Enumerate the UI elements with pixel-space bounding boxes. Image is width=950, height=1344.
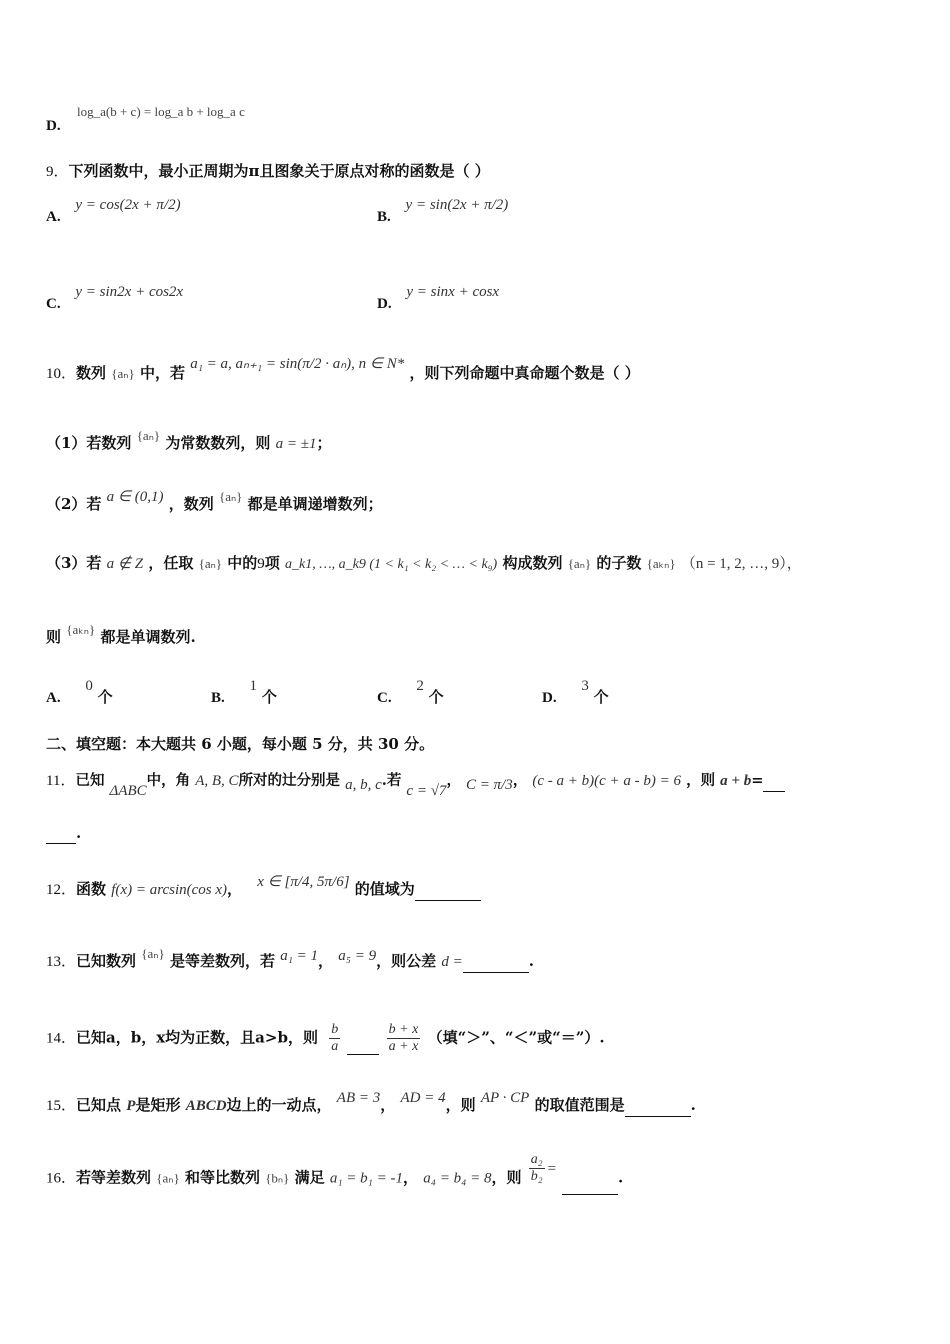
q10-statement-1: （1）若数列 {aₙ} 为常数数列，则 a = ±1； <box>46 428 332 452</box>
q9-option-a[interactable]: A. y = cos(2x + π/2) <box>46 197 181 225</box>
q14-stem: 14．已知a，b，x均为正数，且a>b，则 $\frac{b}{a}$ $\frac{b + x}{a + x}$ （填“＞”、“＜”或“＝”）. <box>46 1022 605 1054</box>
q8-d-formula: log_a(b + c) = log_a b + log_a c <box>77 104 245 119</box>
q8-d-label: D. <box>46 118 61 134</box>
q10-option-d[interactable]: D. 3 个 <box>542 678 609 706</box>
q9-stem: 9．下列函数中，最小正周期为π且图象关于原点对称的函数是（ ） <box>46 162 490 180</box>
q10-option-c[interactable]: C. 2 个 <box>377 678 444 706</box>
q10-statement-3: （3）若 a ∉ Z ，任取 {aₙ} 中的9项 a_k1, …, a_k9 (1 < k₁ < k₂ < … < k₉) 构成数列 {aₙ} 的子数 {aₖₙ} （n = 1, 2, …, 9）， <box>46 554 802 572</box>
q12-stem: 12．函数 f(x) = arcsin(cos x)， x ∈ [π/4, 5π/6] 的值域为 <box>46 878 481 901</box>
q10-option-b[interactable]: B. 1 个 <box>211 678 277 706</box>
q9-option-d[interactable]: D. y = sinx + cosx <box>377 284 500 312</box>
q11-stem: 11．已知 ΔABC中，角 A, B, C所对的辻分别是 a, b, c.若 c = √7， C = π/3， (c - a + b)(c + a - b) = 6 ，则 a + b= <box>46 770 785 792</box>
q10-stem: 10．数列 {aₙ} 中，若 a₁ = a, aₙ₊₁ = sin(π/2 · aₙ), n ∈ N* ，则下列命题中真命题个数是（ ） <box>46 356 640 382</box>
q15-stem: 15．已知点 P是矩形 ABCD边上的一动点， AB = 3， AD = 4，则 AP · CP 的取值范围是 . <box>46 1094 696 1117</box>
q10-statement-2: （2）若 a ∈ (0,1) ，数列 {aₙ} 都是单调递增数列； <box>46 489 383 513</box>
q13-stem: 13．已知数列 {aₙ} 是等差数列，若 a₁ = 1， a₅ = 9，则公差 d = . <box>46 950 534 973</box>
section-2-title: 二、填空题：本大题共 6 小题，每小题 5 分，共 30 分。 <box>46 735 435 753</box>
q10-option-a[interactable]: A. 0 个 <box>46 678 113 706</box>
q11-answer-blank[interactable]: . <box>46 822 81 844</box>
q9-option-c[interactable]: C. y = sin2x + cos2x <box>46 284 184 312</box>
q10-statement-3-cont: 则 {aₖₙ} 都是单调数列. <box>46 622 196 646</box>
q16-stem: 16．若等差数列 {aₙ} 和等比数列 {bₙ} 满足 a₁ = b₁ = -1， a₄ = b₄ = 8，则 $\frac{\text{a₂}}{\text{b₂}}$ = . <box>46 1162 623 1195</box>
q9-option-b[interactable]: B. y = sin(2x + π/2) <box>377 197 509 225</box>
